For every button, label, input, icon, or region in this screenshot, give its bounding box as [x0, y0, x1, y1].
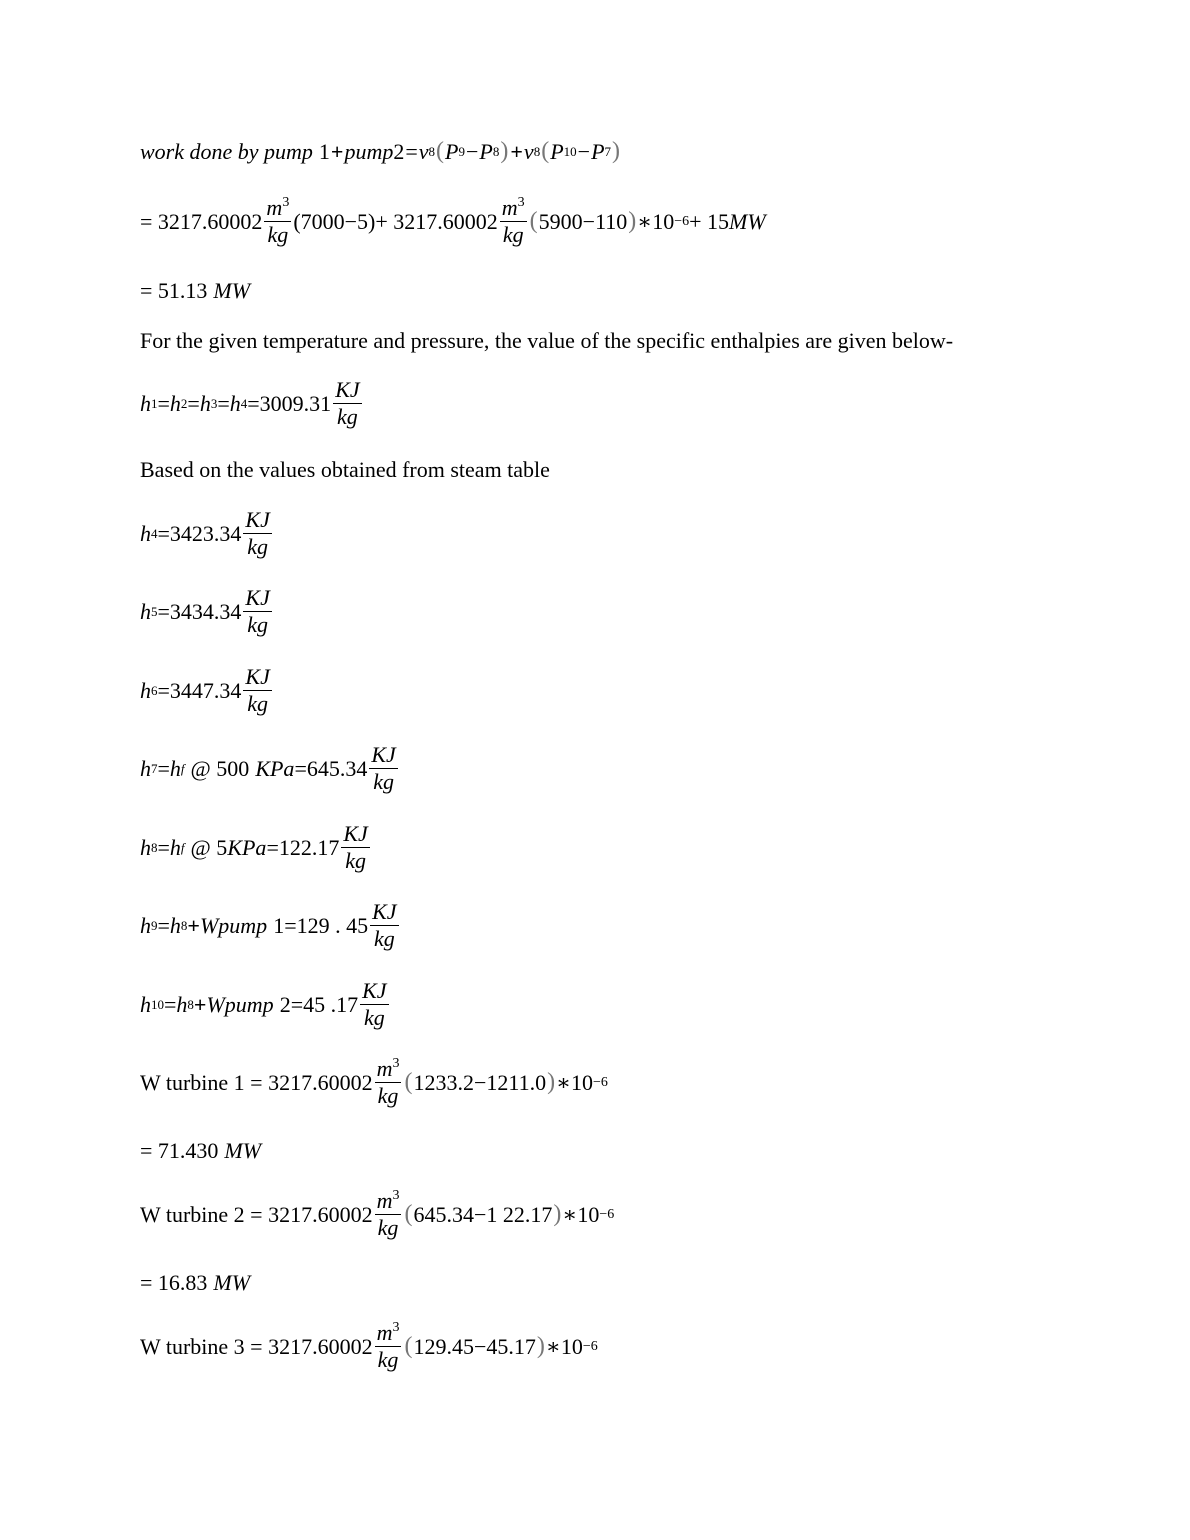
- denominator: kg: [373, 926, 395, 951]
- turbine-2-result: [140, 1270, 250, 1296]
- denominator: kg: [363, 1005, 385, 1030]
- denominator: kg: [337, 404, 358, 429]
- symbol: h: [169, 834, 181, 860]
- numerator: KJ: [335, 377, 360, 402]
- numerator: KJ: [362, 978, 387, 1003]
- symbol: h: [169, 390, 181, 416]
- unit: KPa: [227, 834, 267, 860]
- text: ∗10: [637, 208, 675, 234]
- text: P: [479, 138, 493, 164]
- superscript: 3: [392, 1056, 400, 1071]
- text: W turbine 3 = 3217.60002: [140, 1333, 373, 1359]
- symbol: h: [140, 991, 151, 1017]
- fraction: [264, 196, 291, 247]
- unit: MW: [213, 278, 251, 303]
- text: =3423.34: [157, 520, 242, 546]
- enthalpy-h4: h 4 =3423.34 $\frac{KJ}{kg}$: [140, 507, 270, 559]
- symbol: h: [229, 390, 241, 416]
- text: @ 5: [190, 834, 228, 860]
- paren: ): [628, 208, 637, 234]
- text: 1=129 . 45: [273, 912, 369, 938]
- text: =3447.34: [157, 677, 242, 703]
- text: 129.45−45.17: [413, 1333, 536, 1359]
- turbine-1-work: W turbine 1 = 3217.60002 $\frac{m^3}{kg}$ ( 1233.2−1211.0 ) ∗10 −6: [140, 1056, 608, 1108]
- paren: ): [547, 1069, 556, 1095]
- text: 1: [318, 138, 330, 164]
- enthalpy-h9: h 9 = h 8 + Wpump 1=129 . 45 $\frac{KJ}{kg}$: [140, 899, 397, 951]
- text: 2: [393, 138, 405, 164]
- fraction: [360, 979, 388, 1030]
- paren: ): [536, 1333, 545, 1359]
- fraction: [375, 1189, 402, 1240]
- denominator: kg: [502, 222, 524, 247]
- text: +: [330, 138, 344, 164]
- numerator: m: [266, 195, 283, 220]
- numerator: KJ: [371, 742, 396, 767]
- unit: MW: [224, 1138, 262, 1163]
- text: =: [217, 390, 230, 416]
- paren: (: [529, 208, 538, 234]
- text: v: [418, 138, 429, 164]
- enthalpy-h1-h4: h 1 = h 2 = h 3 = h 4 =3009.31 $\frac{KJ}{kg}$: [140, 377, 360, 429]
- paren: (: [404, 1069, 413, 1095]
- turbine-3-work: W turbine 3 = 3217.60002 $\frac{m^3}{kg}$ ( 129.45−45.17 ) ∗10 −6: [140, 1320, 598, 1372]
- pump-work-formula: work done by pump 1 + pump 2 = v 8 ( P 9 − P 8 ) + v 8 ( P 10 − P 7 ): [140, 138, 621, 164]
- denominator: kg: [377, 1083, 399, 1108]
- denominator: kg: [377, 1215, 399, 1240]
- symbol: h: [140, 834, 151, 860]
- text: pump: [344, 138, 394, 164]
- fraction: [341, 822, 369, 873]
- text: ∗10: [545, 1333, 583, 1359]
- text: =: [164, 991, 177, 1017]
- paren: ): [553, 1201, 562, 1227]
- text: @ 500: [190, 755, 250, 781]
- paren: (: [404, 1333, 413, 1359]
- text: 1233.2−1211.0: [413, 1069, 547, 1095]
- text: 5900−110: [538, 208, 628, 234]
- enthalpy-h10: h 10 = h 8 + Wpump 2=45 .17 $\frac{KJ}{kg}$: [140, 978, 387, 1030]
- fraction: [370, 900, 398, 951]
- text: 2=45 .17: [279, 991, 359, 1017]
- enthalpy-h5: h 5 =3434.34 $\frac{KJ}{kg}$: [140, 585, 270, 637]
- text: work done by pump: [140, 138, 313, 164]
- paren: (: [541, 138, 550, 164]
- text: =: [157, 912, 170, 938]
- text: W turbine 1 = 3217.60002: [140, 1069, 373, 1095]
- text: = 51.13: [140, 278, 208, 303]
- symbol: h: [176, 991, 188, 1017]
- text: −: [577, 138, 591, 164]
- fraction: [500, 196, 527, 247]
- enthalpy-h7: h 7 = h f @ 500 KPa =645.34 $\frac{KJ}{kg}$: [140, 742, 396, 794]
- text: Based on the values obtained from steam table: [140, 457, 550, 482]
- unit: KPa: [255, 755, 295, 781]
- fraction: [369, 743, 397, 794]
- symbol: h: [140, 755, 151, 781]
- numerator: KJ: [245, 507, 270, 532]
- denominator: kg: [267, 222, 289, 247]
- fraction: [243, 665, 271, 716]
- denominator: kg: [247, 691, 269, 716]
- numerator: m: [376, 1188, 393, 1213]
- symbol: h: [140, 598, 151, 624]
- fraction: [375, 1321, 402, 1372]
- symbol: h: [169, 912, 181, 938]
- symbol: h: [140, 520, 151, 546]
- text: 645.34−1 22.17: [413, 1201, 553, 1227]
- pump-work-substitution: = 3217.60002 $\frac{m^3}{kg}$ (7000−5)+ 3217.60002 $\frac{m^3}{kg}$ ( 5900−110 ) ∗10 −6 + 15 MW: [140, 195, 766, 247]
- text: +: [193, 991, 207, 1017]
- text: P: [445, 138, 459, 164]
- numerator: KJ: [245, 664, 270, 689]
- turbine-1-result: [140, 1138, 261, 1164]
- text: P: [550, 138, 564, 164]
- denominator: kg: [247, 612, 269, 637]
- superscript: 3: [282, 195, 290, 210]
- text: =: [405, 138, 418, 164]
- fraction: [375, 1057, 402, 1108]
- symbol: h: [140, 912, 151, 938]
- symbol: h: [140, 677, 151, 703]
- denominator: kg: [373, 769, 394, 794]
- enthalpy-h6: h 6 =3447.34 $\frac{KJ}{kg}$: [140, 664, 270, 716]
- paren: ): [612, 138, 621, 164]
- unit: MW: [213, 1270, 251, 1295]
- text: v: [523, 138, 534, 164]
- fraction: [333, 378, 361, 429]
- numerator: m: [376, 1320, 393, 1345]
- paragraph-enthalpies: [140, 328, 953, 354]
- numerator: m: [501, 195, 518, 220]
- text: =645.34: [294, 755, 368, 781]
- text: =122.17: [266, 834, 340, 860]
- enthalpy-h8: h 8 = h f @ 5 KPa =122.17 $\frac{KJ}{kg}$: [140, 821, 368, 873]
- text: = 3217.60002: [140, 208, 263, 234]
- superscript: 3: [517, 195, 525, 210]
- text: =3009.31: [247, 390, 332, 416]
- text: ∗10: [562, 1201, 600, 1227]
- paren: (: [436, 138, 445, 164]
- denominator: kg: [247, 534, 269, 559]
- text: +: [510, 138, 523, 164]
- text: W turbine 2 = 3217.60002: [140, 1201, 373, 1227]
- denominator: kg: [377, 1347, 399, 1372]
- text: =: [157, 834, 170, 860]
- text: =: [157, 755, 170, 781]
- text: P: [591, 138, 605, 164]
- turbine-2-work: W turbine 2 = 3217.60002 $\frac{m^3}{kg}$ ( 645.34−1 22.17 ) ∗10 −6: [140, 1188, 615, 1240]
- superscript: 3: [392, 1188, 400, 1203]
- superscript: 3: [392, 1320, 400, 1335]
- text: = 71.430: [140, 1138, 219, 1163]
- text: =: [157, 390, 170, 416]
- numerator: KJ: [372, 899, 397, 924]
- text: +: [187, 912, 200, 938]
- symbol: h: [140, 390, 151, 416]
- unit: MW: [729, 208, 766, 234]
- text: −: [466, 138, 479, 164]
- fraction: [243, 508, 271, 559]
- text: ∗10: [556, 1069, 594, 1095]
- paragraph-steam-table: [140, 457, 550, 483]
- symbol: h: [169, 755, 181, 781]
- text: = 16.83: [140, 1270, 208, 1295]
- text: (7000−5)+ 3217.60002: [293, 208, 498, 234]
- numerator: KJ: [343, 821, 368, 846]
- text: =: [187, 390, 200, 416]
- symbol: Wpump: [206, 991, 274, 1017]
- symbol: Wpump: [199, 912, 268, 938]
- paren: (: [404, 1201, 413, 1227]
- symbol: h: [199, 390, 211, 416]
- text: For the given temperature and pressure, the value of the specific enthalpies are given below-: [140, 328, 954, 353]
- paren: ): [500, 138, 509, 164]
- numerator: KJ: [245, 585, 270, 610]
- fraction: [243, 586, 271, 637]
- pump-work-result: [140, 278, 250, 304]
- numerator: m: [376, 1056, 393, 1081]
- text: =3434.34: [157, 598, 242, 624]
- denominator: kg: [345, 848, 366, 873]
- text: + 15: [689, 208, 730, 234]
